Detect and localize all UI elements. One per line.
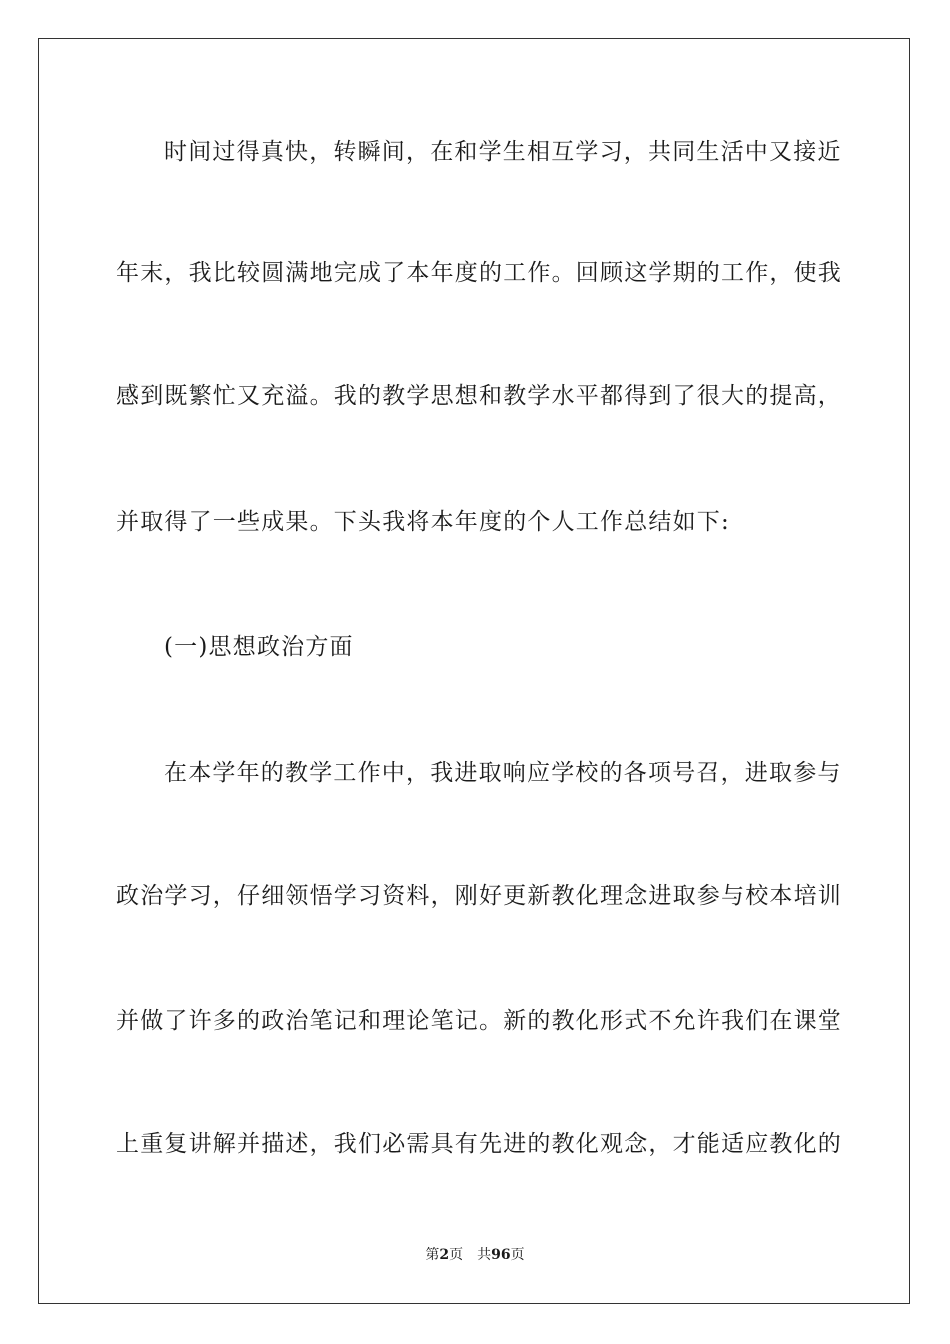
paragraph-line-6: 在本学年的教学工作中，我进取响应学校的各项号召，进取参与 — [164, 760, 842, 786]
footer-page-current: 2 — [439, 1247, 450, 1263]
page-footer — [0, 1246, 950, 1264]
footer-total-prefix: 共 — [477, 1247, 492, 1263]
paragraph-line-3: 感到既繁忙又充溢。我的教学思想和教学水平都得到了很大的提高， — [116, 383, 842, 409]
page-border — [38, 38, 910, 1304]
footer-total-suffix: 页 — [510, 1247, 525, 1263]
paragraph-line-7: 政治学习，仔细领悟学习资料，刚好更新教化理念进取参与校本培训 — [116, 883, 842, 909]
paragraph-line-1: 时间过得真快，转瞬间，在和学生相互学习，共同生活中又接近 — [164, 139, 842, 165]
footer-page-suffix: 页 — [449, 1247, 464, 1263]
paragraph-line-2: 年末，我比较圆满地完成了本年度的工作。回顾这学期的工作，使我 — [116, 260, 842, 286]
footer-page-total: 96 — [491, 1247, 511, 1263]
paragraph-line-4: 并取得了一些成果。下头我将本年度的个人工作总结如下: — [116, 509, 730, 535]
footer-page-prefix: 第 — [425, 1247, 440, 1263]
paragraph-line-9: 上重复讲解并描述，我们必需具有先进的教化观念，才能适应教化的 — [116, 1131, 842, 1157]
section-heading: (一)思想政治方面 — [164, 634, 354, 660]
paragraph-line-8: 并做了许多的政治笔记和理论笔记。新的教化形式不允许我们在课堂 — [116, 1008, 842, 1034]
